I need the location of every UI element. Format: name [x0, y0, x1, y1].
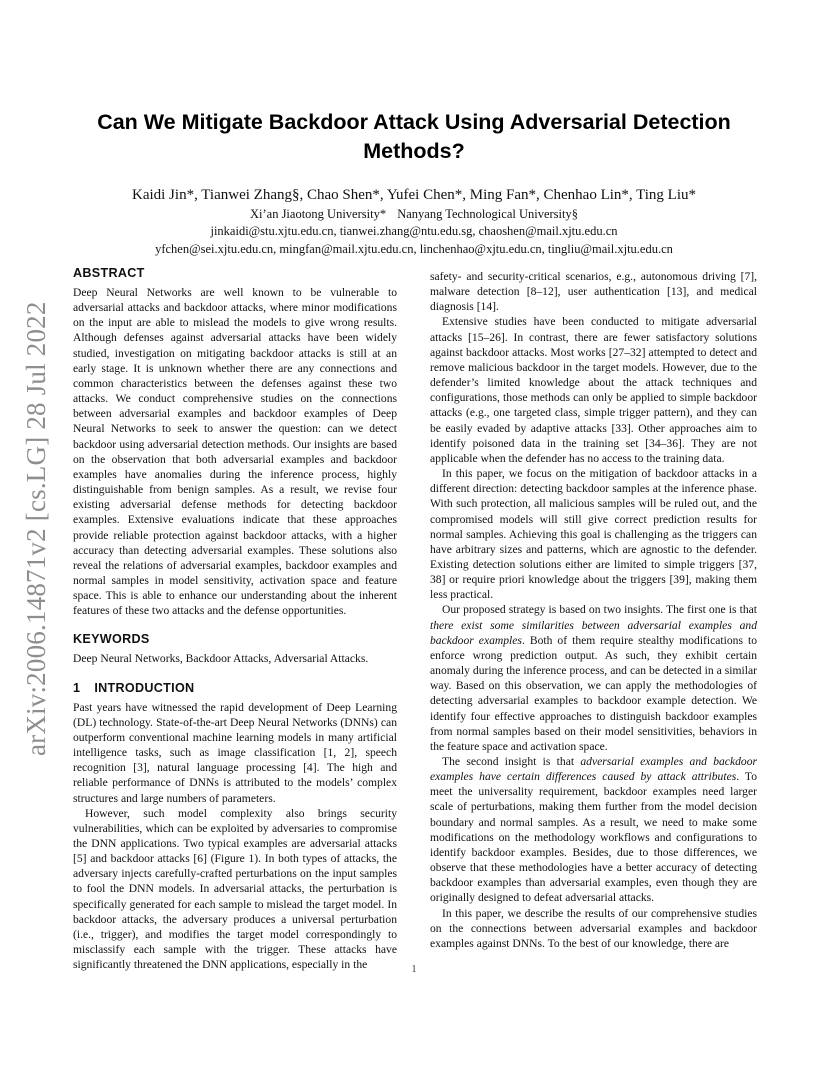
- affiliations: [60, 206, 768, 223]
- keywords-text: Deep Neural Networks, Backdoor Attacks, Adversarial Attacks.: [73, 652, 369, 666]
- intro-paragraph-3: safety- and security-critical scenarios, e.g., autonomous driving [7], malware detection [8–12], user authentication [13], and medical diagnosis [14].: [430, 270, 757, 314]
- intro-paragraph-2: However, such model complexity also brings security vulnerabilities, which can be exploited by adversaries to compromise the DNN applications. Two typical examples are adversarial attacks [5] and backdoor attacks [6] (Figure 1). In both types of attacks, the adversary injects carefully-crafted perturbations on the input samples to fool the DNN models. In adversarial attacks, the perturbation is specifically generated for each sample to mislead the target model. In backdoor attacks, the adversary produces a universal perturbation (i.e., trigger), and modifies the target model correspondingly to misclassify each sample with the trigger. These attacks have significantly threatened the DNN applications, especially in the: [73, 806, 397, 972]
- section-title: INTRODUCTION: [94, 680, 195, 695]
- insight-2-lead: The second insight is that: [442, 755, 581, 768]
- insight-1-emphasis: there exist some similarities between adversarial examples and backdoor examples: [430, 618, 757, 647]
- intro-paragraph-1: Past years have witnessed the rapid development of Deep Learning (DL) technology. State-of-the-art Deep Neural Networks (DNNs) can outperform conventional machine learning models in many artificial intelligence tasks, such as image classification [1, 2], speech recognition [3], natural language processing [4]. The high and reliable performance of DNNs is attributed to the models’ complex structures and large numbers of parameters.: [73, 700, 397, 805]
- author-emails: [60, 223, 768, 258]
- intro-paragraph-5: In this paper, we focus on the mitigation of backdoor attacks in a different direction: detecting backdoor samples at the inference phase. With such protection, all malicious samples will be ruled out, and the compromised models will still give correct prediction results for normal samples. Achieving this goal is challenging as the triggers can have arbitrary sizes and patterns, which are agnostic to the defender. Existing detection solutions either are limited to simple triggers [37, 38] or require priori knowledge about the triggers [39], making them less practical.: [430, 467, 757, 602]
- affiliation-xjtu: Xi’an Jiaotong University*: [249, 207, 387, 221]
- intro-paragraph-8: In this paper, we describe the results of our comprehensive studies on the connections between adversarial examples and backdoor examples against DNNs. To the best of our knowledge, there are: [430, 906, 757, 950]
- abstract-text: Deep Neural Networks are well known to be vulnerable to adversarial attacks and backdoor attacks, where minor modifications on the input are able to mislead the models to give wrong results. Although defenses against adversarial attacks have been widely studied, investigation on mitigating backdoor attacks is still at an early stage. It is unknown whether there are any connections and common characteristics between the defenses against these two attacks. We conduct comprehensive studies on the connections between adversarial examples and backdoor examples of Deep Neural Networks to seek to answer the question: can we detect backdoor using adversarial detection methods. Our insights are based on the observation that both adversarial examples and backdoor examples have anomalies during the inference process, highly distinguishable from benign samples. As a result, we revise four existing adversarial defense methods for detecting backdoor examples. Extensive evaluations indicate that these approaches provide reliable protection against backdoor attacks, with a higher accuracy than detecting adversarial examples. These solutions also reveal the relations of adversarial examples, backdoor examples and normal samples in model sensitivity, activation space and feature space. This is able to enhance our understanding about the inherent features of these two attacks and the defense opportunities.: [73, 286, 397, 618]
- arxiv-identifier-stamp: arXiv:2006.14871v2 [cs.LG] 28 Jul 2022: [21, 301, 51, 756]
- introduction-heading: [73, 680, 397, 696]
- email-line-2: yfchen@sei.xjtu.edu.cn, mingfan@mail.xjtu.edu.cn, linchenhao@xjtu.edu.cn, tingliu@mail.xjtu.edu.cn: [155, 241, 673, 256]
- email-line-1: jinkaidi@stu.xjtu.edu.cn, tianwei.zhang@ntu.edu.sg, chaoshen@mail.xjtu.edu.cn: [210, 224, 618, 238]
- insight-1-body: . Both of them require stealthy modifications to enforce wrong prediction output. As such, they exhibit certain anomaly during the inference process, and can be detected in a similar way. Based on this observation, we can apply the methodologies of detecting adversarial examples to backdoor example detection. We identify four effective approaches to distinguish backdoor examples from normal samples based on their model sensitivities, behaviors in the feature space and activation space.: [430, 633, 757, 753]
- abstract-heading: ABSTRACT: [73, 266, 145, 280]
- affiliation-ntu: Nanyang Technological University§: [397, 207, 578, 221]
- intro-paragraph-4: Extensive studies have been conducted to mitigate adversarial attacks [15–26]. In contrast, there are fewer satisfactory solutions against backdoor attacks. Most works [27–32] attempted to detect and remove malicious backdoor in the target models. However, due to the defender’s limited knowledge about the attack techniques and configurations, those methods can only be applied to simple backdoor attacks (e.g., one targeted class, simple trigger pattern), and they can be easily evaded by adaptive attacks [33]. Other approaches aim to identify poisoned data in the training set [34–36]. They are not applicable when the defender has no access to the training data.: [430, 315, 757, 465]
- insight-2-body: . To meet the universality requirement, backdoor examples need larger scale of perturbations, making them further from the model decision boundary and normal samples. As a result, we need to make some modifications on the methodology workflows and configurations to identify backdoor examples. Besides, due to those differences, we observe that these methodologies have a better accuracy of detecting backdoor examples than adversarial examples, even though they are originally designed to defeat adversarial attacks.: [430, 770, 757, 905]
- paper-title: Can We Mitigate Backdoor Attack Using Adversarial Detection Methods?: [97, 110, 731, 163]
- author-list: Kaidi Jin*, Tianwei Zhang§, Chao Shen*, Yufei Chen*, Ming Fan*, Chenhao Lin*, Ting Liu*: [131, 187, 697, 203]
- left-column: [73, 265, 397, 972]
- section-number: 1: [73, 680, 81, 695]
- intro-paragraph-7: [430, 754, 757, 906]
- right-column: [430, 269, 757, 951]
- intro-paragraph-6: [430, 602, 757, 754]
- keywords-heading: KEYWORDS: [73, 632, 150, 647]
- insight-1-lead: Our proposed strategy is based on two insights. The first one is that: [442, 603, 757, 617]
- page-number: 1: [411, 964, 417, 975]
- insight-2-emphasis: adversarial examples and backdoor examples have certain differences caused by attack attributes: [430, 755, 757, 784]
